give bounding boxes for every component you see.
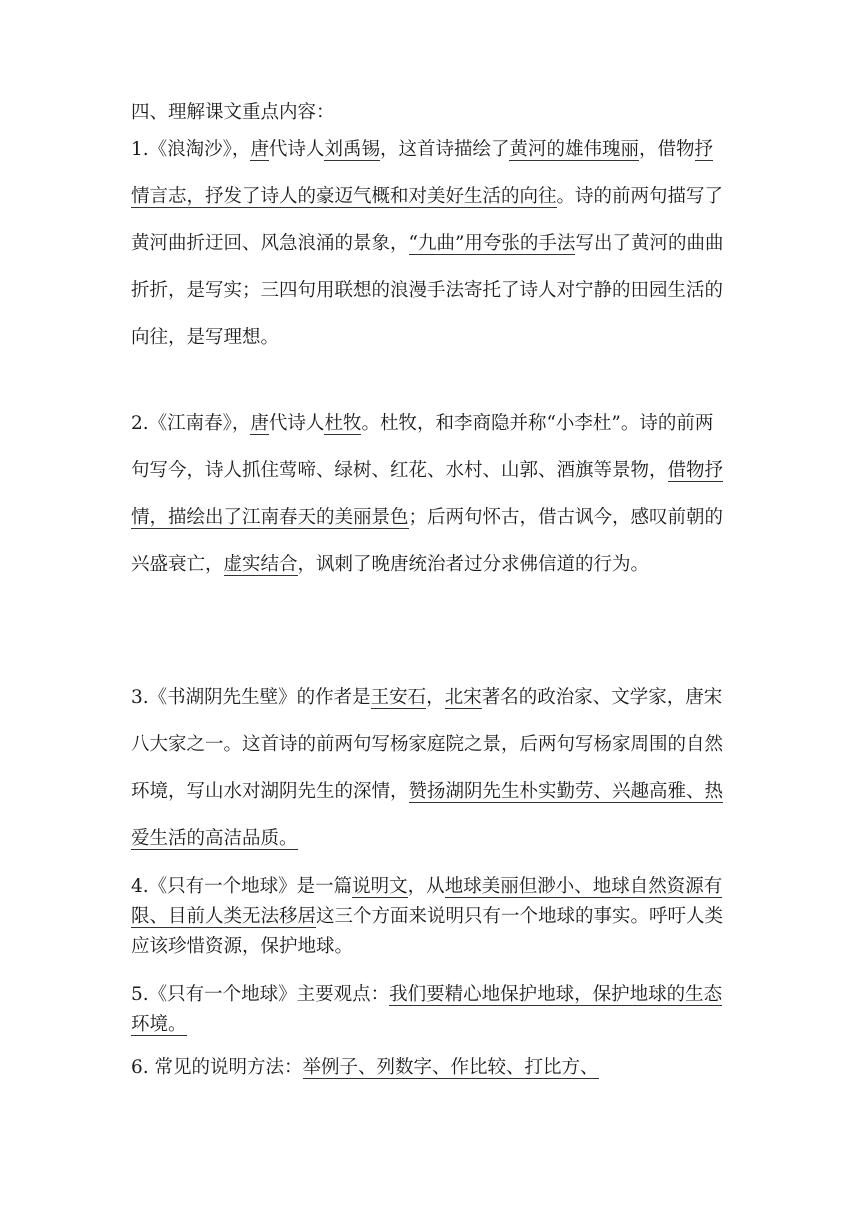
underlined-key-phrase: 赞扬湖阴先生朴实勤劳、兴趣高雅、热爱生活的高洁品质。: [131, 781, 724, 849]
paragraph-text: ；后两句怀古，借古讽今，感叹前朝的兴盛衰亡，: [131, 507, 724, 575]
paragraph-text: 6. 常见的说明方法：: [131, 1057, 303, 1078]
paragraph-text: 。杜牧，和李商隐并称“小李杜”。诗的前两句写今，诗人抓住莺啼、绿树、红花、水村、山郭、酒旗等景物，: [131, 413, 714, 481]
underlined-key-phrase: 刘禹锡: [324, 139, 380, 160]
paragraph-text: 2.《江南春》，: [131, 413, 251, 434]
paragraph-text: ，借物: [638, 139, 695, 160]
paragraph-text: ，从: [407, 876, 445, 897]
paragraph-text: ，: [426, 687, 445, 708]
paragraph-text: 著名的政治家、文学家，唐宋八大家之一。这首诗的前两句写杨家庭院之景，后两句写杨家周围的自然环境，写山水对湖阴先生的深情，: [131, 687, 724, 802]
paragraph-text: 代诗人: [268, 139, 325, 160]
underlined-key-phrase: 唐: [250, 413, 269, 434]
paragraph-text: ，这首诗描绘了: [379, 139, 510, 160]
underlined-key-phrase: “九曲”用夸张的手法: [408, 233, 576, 254]
underlined-key-phrase: 王安石: [370, 687, 427, 708]
underlined-key-phrase: 北宋: [444, 687, 482, 708]
paragraph-text: 代诗人: [268, 413, 325, 434]
paragraph-text: ，讽刺了晚唐统治者过分求佛信道的行为。: [297, 554, 650, 575]
paragraph-text: 3.《书湖阴先生壁》的作者是: [131, 687, 371, 708]
underlined-key-phrase: 抒情言志，抒发了诗人的豪迈气概和对美好生活的向往: [131, 139, 714, 207]
paragraph-3: [131, 674, 731, 862]
paragraph-5: [131, 980, 731, 1040]
paragraph-1: [131, 126, 731, 361]
underlined-key-phrase: 唐: [250, 139, 269, 160]
underlined-key-phrase: 杜牧: [324, 413, 362, 434]
paragraph-text: 写出了黄河的曲曲折折，是写实；三四句用联想的浪漫手法寄托了诗人对宁静的田园生活的向往，是写理想。: [131, 233, 724, 348]
underlined-key-phrase: 说明文: [352, 876, 408, 897]
underlined-key-phrase: 地球美丽但渺小、地球自然资源有限、目前人类无法移居: [131, 876, 723, 927]
underlined-key-phrase: 借物抒情，描绘出了江南春天的美丽景色: [131, 460, 724, 528]
underlined-key-phrase: 举例子、列数字、作比较、打比方、: [302, 1057, 599, 1078]
paragraph-text: 5.《只有一个地球》主要观点：: [131, 984, 390, 1005]
paragraph-text: 这三个方面来说明只有一个地球的事实。呼吁人类应该珍惜资源，保护地球。: [131, 906, 724, 957]
underlined-key-phrase: 黄河的雄伟瑰丽: [509, 139, 639, 160]
paragraph-text: 。诗的前两句描写了黄河曲折迂回、风急浪涌的景象，: [131, 186, 724, 254]
underlined-key-phrase: 虚实结合: [223, 554, 298, 575]
paragraph-text: 4.《只有一个地球》是一篇: [131, 876, 353, 897]
paragraph-2: [131, 400, 731, 588]
section-heading: 四、理解课文重点内容：: [131, 102, 335, 123]
paragraph-4: [131, 872, 731, 962]
paragraph-text: 1.《浪淘沙》，: [131, 139, 251, 160]
underlined-key-phrase: 我们要精心地保护地球，保护地球的生态环境。: [131, 984, 723, 1035]
paragraph-6: [131, 1053, 731, 1083]
